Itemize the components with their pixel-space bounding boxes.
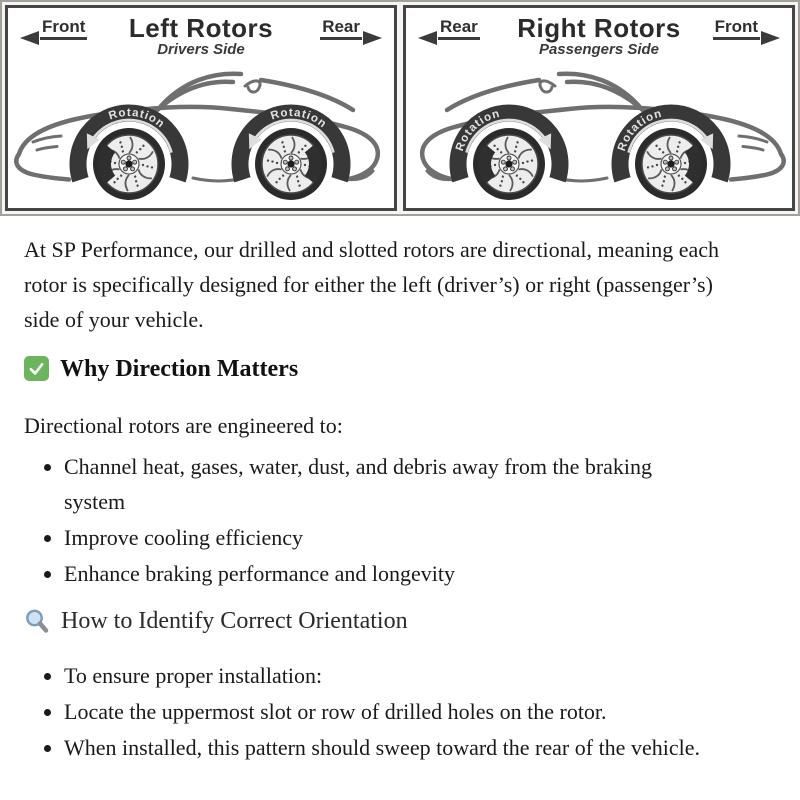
how-to-identify-heading	[24, 606, 776, 636]
right-car-illustration	[406, 56, 792, 208]
list-item: • Channel heat, gases, water, dust, and debris away from the braking system	[64, 449, 709, 519]
lead-paragraph: Directional rotors are engineered to:	[24, 412, 343, 438]
intro-paragraph: At SP Performance, our drilled and slotted rotors are directional, meaning each rotor is specifically designed for either the left (driver’s) or right (passenger’s) side of your vehicle.	[24, 237, 720, 333]
left-rotors-panel	[5, 5, 397, 211]
arrow-right-icon	[363, 31, 382, 45]
panel-title: Left Rotors	[128, 13, 274, 43]
rotation-label: Rotation	[453, 107, 502, 153]
panel-subtitle: Drivers Side	[157, 41, 245, 58]
arrow-left-icon	[418, 31, 437, 45]
check-icon	[24, 356, 49, 381]
right-rotors-panel	[403, 5, 795, 211]
arrow-left-icon	[20, 31, 39, 45]
arrow-right-icon	[761, 31, 780, 45]
identify-bullet-list	[24, 658, 776, 766]
rotation-label: Rotation	[615, 107, 664, 153]
list-item: • Enhance braking performance and longevity	[64, 556, 709, 591]
left-panel-header	[8, 8, 394, 56]
direction-label: Front	[713, 18, 760, 40]
rear-direction-indicator	[320, 18, 382, 40]
list-item: • Locate the uppermost slot or row of drilled holes on the rotor.	[64, 694, 744, 729]
rotation-label: Rotation	[107, 106, 167, 131]
list-item: • When installed, this pattern should sweep toward the rear of the vehicle.	[64, 730, 744, 765]
right-panel-header	[406, 8, 792, 56]
front-direction-indicator	[20, 18, 87, 40]
list-item: • To ensure proper installation:	[64, 658, 744, 693]
why-bullet-list	[24, 449, 776, 592]
rotation-label: Rotation	[269, 106, 329, 131]
direction-label: Rear	[438, 18, 480, 40]
direction-label: Rear	[320, 18, 362, 40]
left-car-illustration	[8, 56, 394, 208]
rotor-direction-diagram	[0, 0, 800, 216]
article	[0, 232, 800, 765]
rear-direction-indicator	[418, 18, 480, 40]
panel-subtitle: Passengers Side	[538, 41, 660, 58]
direction-label: Front	[40, 18, 87, 40]
heading-text: How to Identify Correct Orientation	[61, 607, 408, 634]
magnifier-icon	[24, 608, 50, 634]
list-item: • Improve cooling efficiency	[64, 520, 709, 555]
heading-text: Why Direction Matters	[60, 355, 299, 382]
front-direction-indicator	[713, 18, 780, 40]
panel-title: Right Rotors	[517, 13, 681, 43]
why-direction-matters-heading	[24, 354, 776, 384]
